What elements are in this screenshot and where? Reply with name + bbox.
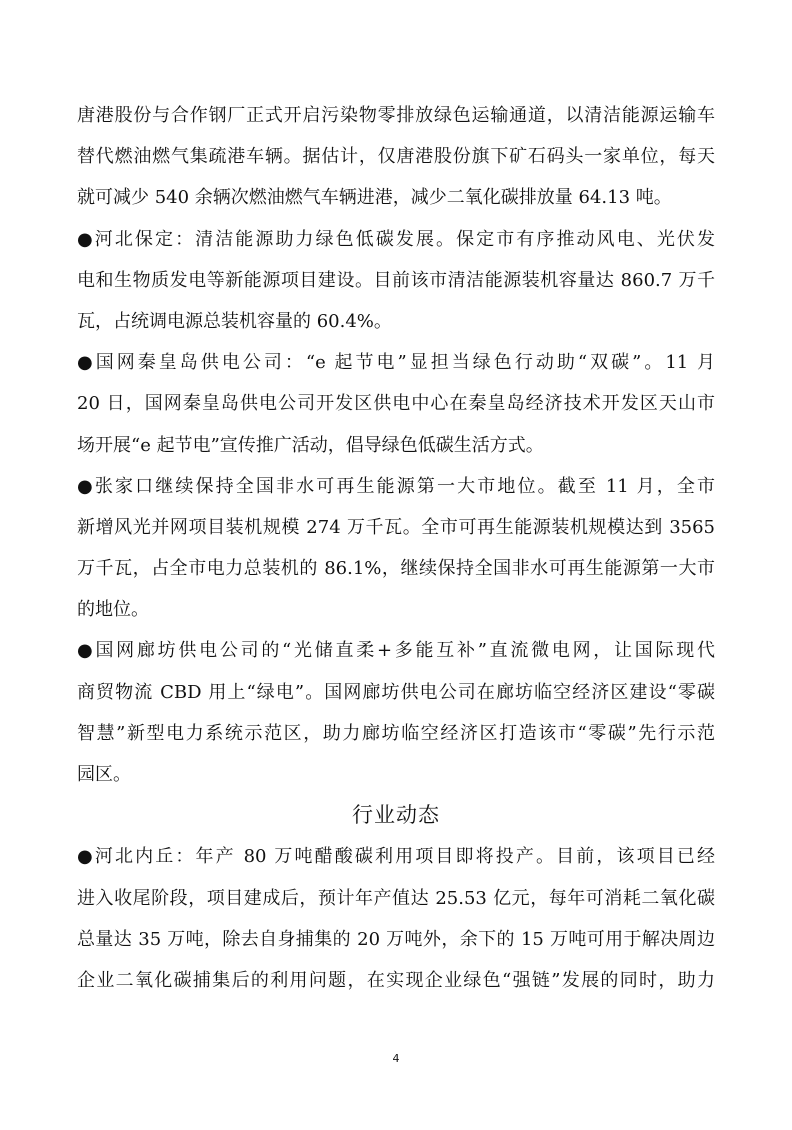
- text-line: 园区。: [77, 764, 131, 785]
- text-line: ●河北保定：清洁能源助力绿色低碳发展。保定市有序推动风电、光伏发: [77, 228, 715, 250]
- paragraph-baoding: [77, 219, 715, 343]
- text-line: 瓦，占统调电源总装机容量的 60.4%。: [77, 310, 392, 332]
- text-line: 总量达 35 万吨，除去自身捕集的 20 万吨外，余下的 15 万吨可用于解决周边: [77, 928, 715, 950]
- text-line: 进入收尾阶段，项目建成后，预计年产值达 25.53 亿元，每年可消耗二氧化碳: [77, 887, 715, 909]
- text-line: 智慧”新型电力系统示范区，助力廊坊临空经济区打造该市“零碳”先行示范: [77, 722, 715, 744]
- text-line: 20 日，国网秦皇岛供电公司开发区供电中心在秦皇岛经济技术开发区天山市: [77, 393, 715, 415]
- paragraph-tanggang: [77, 95, 715, 219]
- paragraph-zhangjiakou: [77, 466, 715, 631]
- paragraph-langfang: [77, 630, 715, 795]
- text-line: ●河北内丘：年产 80 万吨醋酸碳利用项目即将投产。目前，该项目已经: [77, 846, 715, 868]
- text-line: 商贸物流 CBD 用上“绿电”。国网廊坊供电公司在廊坊临空经济区建设“零碳: [77, 681, 715, 703]
- body-text: [77, 95, 715, 1001]
- text-line: 万千瓦，占全市电力总装机的 86.1%，继续保持全国非水可再生能源第一大市: [77, 558, 715, 580]
- text-line: 唐港股份与合作钢厂正式开启污染物零排放绿色运输通道，以清洁能源运输车: [77, 105, 715, 126]
- text-line: 电和生物质发电等新能源项目建设。目前该市清洁能源装机容量达 860.7 万千: [77, 269, 715, 291]
- text-line: 场开展“e 起节电”宣传推广活动，倡导绿色低碳生活方式。: [77, 434, 544, 456]
- section-heading: 行业动态: [352, 803, 440, 828]
- text-line: ●国网秦皇岛供电公司：“e 起节电”显担当绿色行动助“双碳”。11 月: [77, 352, 715, 374]
- text-line: 企业二氧化碳捕集后的利用问题，在实现企业绿色“强链”发展的同时，助力: [77, 969, 715, 991]
- page-number: 4: [392, 1052, 400, 1065]
- text-line: 替代燃油燃气集疏港车辆。据估计，仅唐港股份旗下矿石码头一家单位，每天: [77, 146, 715, 168]
- text-line: ●国网廊坊供电公司的“光储直柔+多能互补”直流微电网，让国际现代: [77, 640, 715, 662]
- text-line: 新增风光并网项目装机规模 274 万千瓦。全市可再生能源装机规模达到 3565: [77, 516, 715, 538]
- text-line: 的地位。: [77, 599, 149, 621]
- paragraph-neiqiu: [77, 836, 715, 1001]
- paragraph-qinhuangdao: [77, 342, 715, 466]
- text-line: 就可减少 540 余辆次燃油燃气车辆进港，减少二氧化碳排放量 64.13 吨。: [77, 187, 672, 209]
- text-line: ●张家口继续保持全国非水可再生能源第一大市地位。截至 11 月，全市: [77, 475, 715, 497]
